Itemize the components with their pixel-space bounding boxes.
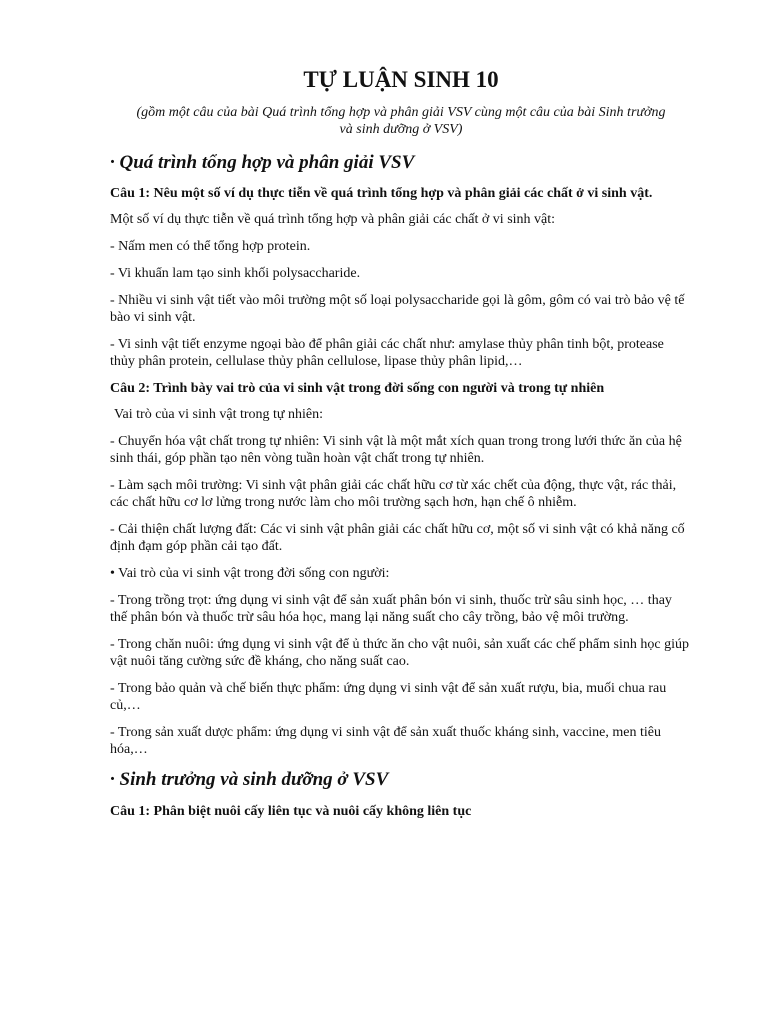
answer-1-item: - Vi sinh vật tiết enzyme ngoại bào để phân giải các chất như: amylase thủy phân tinh bột, protease thủy phân protein, cellulase thủy phân cellulose, lipase thủy phân lipid,… <box>110 337 664 370</box>
question-2: Câu 2: Trình bày vai trò của vi sinh vật trong đời sống con người và trong tự nhiên <box>110 381 605 397</box>
answer-2-nature-item: - Làm sạch môi trường: Vi sinh vật phân giải các chất hữu cơ từ xác chết của động, thực vật, rác thải, các chất hữu cơ lơ lửng trong nước làm cho môi trường sạch hơn, hạn chế ô nhiễm. <box>110 478 677 511</box>
answer-2-nature-item: - Chuyển hóa vật chất trong tự nhiên: Vi sinh vật là một mắt xích quan trong trong lưới thức ăn của hệ sinh thái, góp phần tạo nên vòng tuần hoàn vật chất trong tự nhiên. <box>110 434 682 467</box>
answer-2-human-item: - Trong trồng trọt: ứng dụng vi sinh vật để sản xuất phân bón vi sinh, thuốc trừ sâu sinh học, … thay thế phân bón và thuốc trừ sâu hóa học, mang lại năng suất cho cây trồng, bảo vệ môi trường. <box>110 593 672 626</box>
answer-2-human-item: - Trong chăn nuôi: ứng dụng vi sinh vật để ủ thức ăn cho vật nuôi, sản xuất các chế phẩm sinh học giúp vật nuôi tăng cường sức đề kháng, cho năng suất cao. <box>110 637 689 670</box>
answer-2-human-intro: • Vai trò của vi sinh vật trong đời sống con người: <box>110 566 390 582</box>
section-heading-growth: · Sinh trưởng và sinh dưỡng ở VSV <box>110 769 389 791</box>
answer-2-human-item: - Trong bảo quản và chế biến thực phẩm: ứng dụng vi sinh vật để sản xuất rượu, bia, muối chua rau củ,… <box>110 681 667 714</box>
answer-2-nature-item: - Cải thiện chất lượng đất: Các vi sinh vật phân giải các chất hữu cơ, một số vi sinh vật có khả năng cố định đạm góp phần cải tạo đất. <box>110 522 685 555</box>
answer-2-nature-intro: Vai trò của vi sinh vật trong tự nhiên: <box>114 407 323 423</box>
answer-1-item: - Nấm men có thể tổng hợp protein. <box>110 239 311 255</box>
document-title: TỰ LUẬN SINH 10 <box>303 67 499 92</box>
section-heading-synthesis: · Quá trình tổng hợp và phân giải VSV <box>110 151 415 173</box>
answer-1-item: - Nhiều vi sinh vật tiết vào môi trường một số loại polysaccharide gọi là gôm, gôm có vai trò bảo vệ tế bào vi sinh vật. <box>110 293 685 326</box>
answer-1-item: - Vi khuẩn lam tạo sinh khối polysaccharide. <box>110 266 361 282</box>
question-3: Câu 1: Phân biệt nuôi cấy liên tục và nuôi cấy không liên tục <box>110 804 472 820</box>
question-1: Câu 1: Nêu một số ví dụ thực tiễn về quá trình tổng hợp và phân giải các chất ở vi sinh vật. <box>110 186 653 202</box>
answer-1-intro: Một số ví dụ thực tiễn về quá trình tổng hợp và phân giải các chất ở vi sinh vật: <box>110 212 556 228</box>
answer-2-human-item: - Trong sản xuất dược phẩm: ứng dụng vi sinh vật để sản xuất thuốc kháng sinh, vaccine, men tiêu hóa,… <box>110 725 661 758</box>
document-subtitle: (gồm một câu của bài Quá trình tổng hợp và phân giải VSV cùng một câu của bài Sinh trưởng và sinh dưỡng ở VSV) <box>136 104 666 137</box>
